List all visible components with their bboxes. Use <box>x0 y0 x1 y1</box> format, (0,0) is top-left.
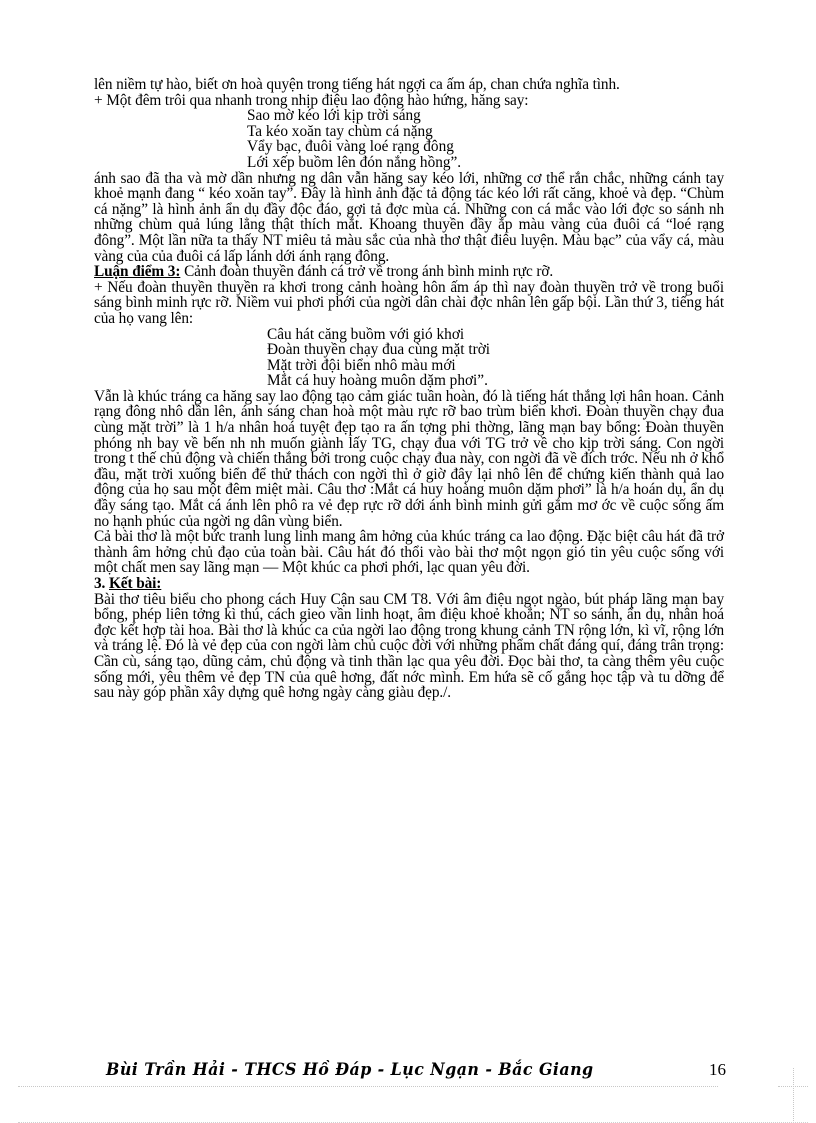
poem-line: Mặt trời đội biển nhô màu mới <box>267 356 456 374</box>
crop-mark-vertical <box>793 1068 794 1123</box>
page-number: 16 <box>709 1060 726 1079</box>
crop-mark-horizontal <box>778 1086 808 1087</box>
page-footer <box>106 1060 726 1084</box>
paragraph-return: + Nếu đoàn thuyền thuyền ra khơi trong cảnh hoàng hôn ấm áp thì nay đoàn thuyền trở về trong buổi sáng bình minh rực rỡ. Niềm vui phơi phới của ngời dân chài đợc nhân lên gấp bội. Lần thứ 3, tiếng hát của họ vang lên: <box>94 278 724 327</box>
poem-line: Lới xếp buồm lên đón nắng hồng”. <box>247 153 462 171</box>
paragraph-night: + Một đêm trôi qua nhanh trong nhịp điệu lao động hào hứng, hăng say: <box>94 91 529 109</box>
heading-luan-diem-3 <box>94 264 724 280</box>
paragraph-summary: Cả bài thơ là một bức tranh lung linh mang âm hởng của khúc tráng ca lao động. Đặc biệt câu hát đã trở thành âm hởng chủ đạo của toàn bài. Câu hát đó thổi vào bài thơ một ngọn gió tin yêu cuộc sống với một chất men say lãng mạn — Một khúc ca phơi phới, lạc quan yêu đời. <box>94 528 724 577</box>
poem-stanza-2 <box>94 327 724 389</box>
poem-stanza-1 <box>94 108 724 170</box>
paragraph-intro: lên niềm tự hào, biết ơn hoà quyện trong tiếng hát ngợi ca ấm áp, chan chứa nghĩa tình. <box>94 76 620 93</box>
ket-bai-number: 3. <box>94 575 109 592</box>
poem-line: Sao mờ kéo lới kịp trời sáng <box>247 107 421 125</box>
heading-ket-bai <box>94 576 724 592</box>
page-body <box>94 77 724 701</box>
luan-diem-label: Luận điểm 3: <box>94 263 181 281</box>
luan-diem-text: Cảnh đoàn thuyền đánh cá trở về trong ánh bình minh rực rỡ. <box>180 263 554 281</box>
footer-author: Bùi Trần Hải - THCS Hồ Đáp - Lục Ngạn - Bắc Giang <box>106 1060 594 1080</box>
poem-line: Mắt cá huy hoàng muôn dặm phơi”. <box>267 372 488 390</box>
poem-line: Ta kéo xoăn tay chùm cá nặng <box>247 122 433 140</box>
poem-line: Đoàn thuyền chạy đua cùng mặt trời <box>267 341 491 359</box>
poem-line: Câu hát căng buồm với gió khơi <box>267 325 465 343</box>
paragraph-conclusion: Bài thơ tiêu biểu cho phong cách Huy Cận sau CM T8. Với âm điệu ngọt ngào, bút pháp lãng mạn bay bổng, phép liên tởng kì thú, cách gieo vần linh hoạt, âm điệu khoẻ khoắn; NT so sánh, ẩn dụ, nhân hoá đợc kết hợp tài hoa. Bài thơ là khúc ca của ngời lao động trong khung cảnh TN rộng lớn, kì vĩ, rộng lớn và tráng lệ. Đó là vẻ đẹp của con ngời làm chủ cuộc đời với những phẩm chất đáng quí, đáng trân trọng: Cần cù, sáng tạo, dũng cảm, chủ động và tinh thần lạc qua yêu đời. Đọc bài thơ, ta càng thêm yêu cuộc sống mới, yêu thêm vẻ đẹp TN của quê hơng, đất nớc mình. Em hứa sẽ cố gắng học tập và tu dỡng để sau này góp phần xây dựng quê hơng ngày càng giàu đẹp./. <box>94 590 724 702</box>
paragraph-analysis-1: ánh sao đã tha và mờ dần nhưng ng dân vẫn hăng say kéo lới, những cơ thể rắn chắc, những cánh tay khoẻ mạnh đang “ kéo xoăn tay”. Đây là hình ảnh đặc tả động tác kéo lới rất căng, khoẻ và đẹp. “Chùm cá nặng” là hình ảnh ẩn dụ đầy độc đáo, gợi tả đợc mùa cá. Những con cá mắc vào lới đợc so sánh nh những chùm quả lúng lẳng thật thích mắt. Khoang thuyền đầy ắp màu vàng của đuôi cá “loé rạng đông”. Một lần nữa ta thấy NT miêu tả màu sắc của nhà thơ thật điêu luyện. Màu bạc” của vẩy cá, màu vàng của của đuôi cá lấp lánh dới ánh rạng đông. <box>94 169 724 265</box>
paragraph-analysis-2: Vẫn là khúc tráng ca hăng say lao động tạo cảm giác tuần hoàn, đó là tiếng hát thắng lợi hân hoan. Cảnh rạng đông nhô dần lên, ánh sáng chan hoà một màu rực rỡ bao trùm biển khơi. Đoàn thuyền chạy đua cùng mặt trời” là 1 h/a nhân hoá tuyệt đẹp tạo ra ấn tợng phi thờng, lãng mạn bay bổng: Đoàn thuyền phóng nh bay về bến nh nh muốn giành lấy TG, chạy đua với TG trở về cho kịp trời sáng. Con ngời trong t thế chủ động và chiến thắng bởi trong cuộc chạy đua này, con ngời đã về đích trớc. Nếu nh ở khổ đầu, mặt trời xuống biển để thử thách con ngời thì ở giờ đây lại nhô lên để chứng kiến thành quả lao động của họ sau một đêm miệt mài. Câu thơ :Mắt cá huy hoàng muôn dặm phơi” là h/a hoán dụ, ẩn dụ đầy sáng tạo. Mắt cá ánh lên phô ra vẻ đẹp rực rỡ dới ánh bình minh gửi gắm mơ ớc về cuộc sống ấm no hạnh phúc của ngời ng dân vùng biển. <box>94 387 724 530</box>
poem-line: Vẩy bạc, đuôi vàng loé rạng đông <box>247 138 454 156</box>
ket-bai-label: Kết bài: <box>109 575 162 592</box>
footer-divider <box>18 1086 718 1087</box>
